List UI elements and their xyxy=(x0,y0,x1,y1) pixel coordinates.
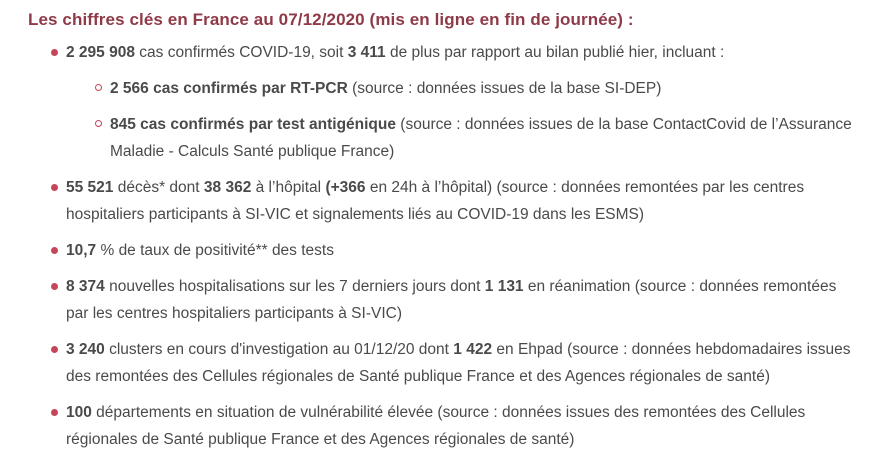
bullet-icon xyxy=(51,346,58,353)
text-segment: départements en situation de vulnérabilité élevée (source : données issues des remontées des Cellules régionales de Santé publique France et des Agences régionales de santé) xyxy=(66,404,806,448)
list-item xyxy=(28,399,863,453)
key-figure: (+366 xyxy=(325,179,366,196)
text-segment: à l’hôpital xyxy=(251,179,326,196)
text-segment: clusters en cours d'investigation au 01/12/20 dont xyxy=(104,341,454,358)
key-figure: 1 131 xyxy=(484,278,524,295)
key-figures-list xyxy=(28,39,863,453)
text-segment: en 24h à l’hôpital) (source : données remontées par les centres hospitaliers participants à SI-VIC et signalements liés au COVID-19 dans les ESMS) xyxy=(66,179,805,223)
list-item xyxy=(28,174,863,228)
page-title: Les chiffres clés en France au 07/12/2020 (mis en ligne en fin de journée) : xyxy=(28,10,634,29)
text-segment: en Ehpad (source : données hebdomadaires issues des remontées des Cellules régionales de Santé publique France et des Agences régionales de santé) xyxy=(66,341,851,385)
key-figure: 10,7 xyxy=(66,242,97,259)
text-segment: cas confirmés COVID-19, soit xyxy=(134,44,348,61)
text-segment: (source : données issues de la base ContactCovid de l’Assurance Maladie - Calculs Santé publique France) xyxy=(110,116,852,160)
key-figure: 1 422 xyxy=(453,341,493,358)
circle-bullet-icon xyxy=(95,84,102,91)
bullet-icon xyxy=(51,49,58,56)
text-segment: % de taux de positivité** des tests xyxy=(96,242,334,259)
list-item xyxy=(28,273,863,327)
key-figure: 3 240 xyxy=(66,341,105,358)
text-segment: décès* dont xyxy=(113,179,204,196)
key-figure: 8 374 xyxy=(66,278,105,295)
list-item xyxy=(72,75,863,102)
list-item xyxy=(72,111,863,165)
bullet-icon xyxy=(51,283,58,290)
list-item xyxy=(28,237,863,264)
bullet-icon xyxy=(51,409,58,416)
circle-bullet-icon xyxy=(95,120,102,127)
text-segment: nouvelles hospitalisations sur les 7 derniers jours dont xyxy=(104,278,485,295)
text-segment: de plus par rapport au bilan publié hier, incluant : xyxy=(385,44,725,61)
key-figure: 100 xyxy=(66,404,92,421)
text-segment: (source : données issues de la base SI-DEP) xyxy=(347,80,662,97)
key-figure: 55 521 xyxy=(66,179,114,196)
key-figure: 3 411 xyxy=(347,44,386,61)
bullet-icon xyxy=(51,247,58,254)
key-figure: 2 295 908 xyxy=(66,44,135,61)
bullet-icon xyxy=(51,184,58,191)
key-figure: 38 362 xyxy=(203,179,252,196)
list-item xyxy=(28,39,863,66)
key-figure: 845 cas confirmés par test antigénique xyxy=(110,116,396,133)
text-segment: en réanimation (source : données remontées par les centres hospitaliers participants à SI-VIC) xyxy=(66,278,837,322)
list-item xyxy=(28,336,863,390)
key-figure: 2 566 cas confirmés par RT-PCR xyxy=(110,80,348,97)
